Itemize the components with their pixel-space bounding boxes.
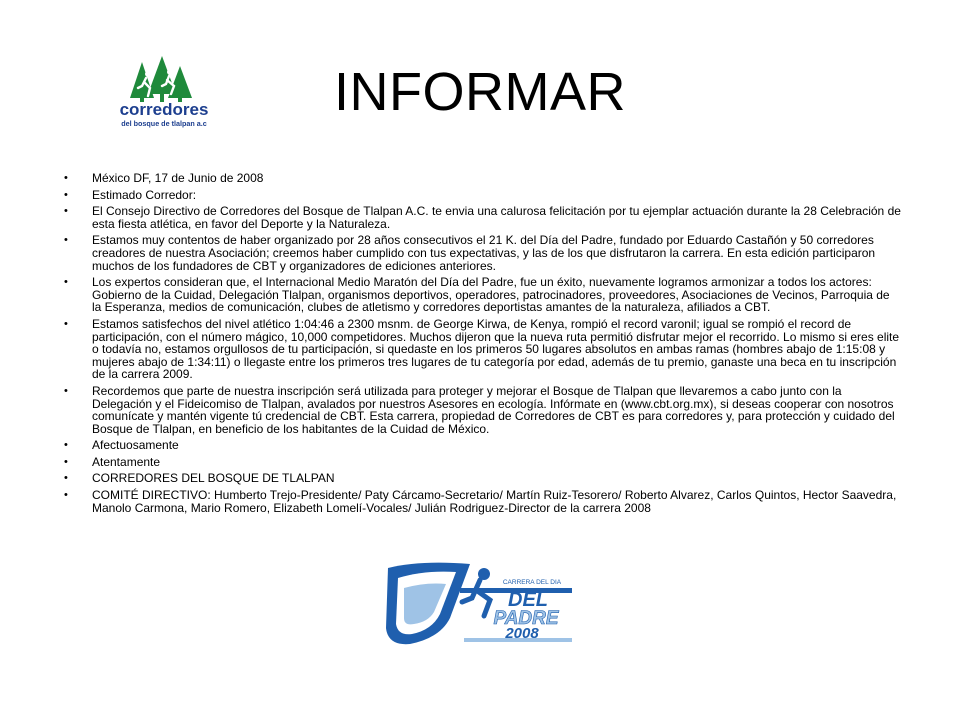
logo-name-text: corredores <box>119 100 209 119</box>
paragraph-committee: • COMITÉ DIRECTIVO: Humberto Trejo-Presidente/ Paty Cárcamo-Secretario/ Martín Ruiz-Tesorero/ Roberto Alvarez, Carlos Quintos, Hector Saavedra, Manolo Carmona, Mario Romero, Elizabeth Lomelí-Vocales/ Julián Rodriguez-Director de la carrera 2008 <box>62 489 902 514</box>
logo-tagline-text: del bosque de tlalpan a.c <box>121 119 207 128</box>
paragraph-experts: • Los expertos consideran que, el Internacional Medio Maratón del Día del Padre, fue un éxito, nuevamente logramos armonizar a todos los actores: Gobierno de la Cuidad, Delegación Tlalpan, organismos deportivos, operadores, patrocinadores, proveedores, Asociaciones de Vecinos, Parroquia de la Esperanza, medios de comunicación, clubes de atletismo y corredores deportistas amantes de la naturaleza, afiliados a CBT. <box>62 276 902 314</box>
paragraph-closing-regards: • Atentamente <box>62 456 902 469</box>
paragraph-results: • Estamos satisfechos del nivel atlético 1:04:46 a 2300 msnm. de George Kirwa, de Kenya, rompió el record varonil; igual se rompió el record de participación, con el número mágico, 10,000 competidores. Muchos dijeron que la nueva ruta permitió disfrutar mejor el recorrido. Lo mismo si eres elite o todavía no, estamos orgullosos de tu participación, si quedaste en los primeros 50 lugares absolutos en ambas ramas (hombres abajo de 1:15:08 y mujeres abajo de 1:34:11) o llegaste entre los primeros tres lugares de tu categoría por edad, además de tu premio, ganaste una beca en tu inscripción de la carrera 2009. <box>62 318 902 381</box>
letter-body <box>62 172 902 518</box>
paragraph-date: • México DF, 17 de Junio de 2008 <box>62 172 902 185</box>
logo-line2-text: DEL <box>508 589 548 611</box>
paragraph-congratulations: • El Consejo Directivo de Corredores del Bosque de Tlalpan A.C. te envia una calurosa felicitación por tu ejemplar actuación durante la 28 Celebración de esta fiesta atlética, en favor del Deporte y la Naturaleza. <box>62 205 902 230</box>
dia-del-padre-logo <box>380 558 580 654</box>
logo-line3-text: PADRE <box>493 608 559 629</box>
logo-line1-text: CARRERA DEL DIA <box>502 579 562 586</box>
paragraph-signature-org: • CORREDORES DEL BOSQUE DE TLALPAN <box>62 472 902 485</box>
paragraph-closing-affection: • Afectuosamente <box>62 439 902 452</box>
paragraph-greeting: • Estimado Corredor: <box>62 189 902 202</box>
runner-race-icon <box>380 558 580 654</box>
paragraph-inscription: • Recordemos que parte de nuestra inscripción será utilizada para proteger y mejorar el Bosque de Tlalpan que llevaremos a cabo junto con la Delegación y el Fideicomiso de Tlalpan, avalados por nuestros Asesores en ecología. Infórmate en (www.cbt.org.mx), si deseas cooperar con nosotros comunícate y mantén vigente tú credencial de CBT. Esta carrera, propiedad de Corredores de CBT es para corredores y, para protección y cuidado del Bosque de Tlalpan, en beneficio de los habitantes de la Cuidad de México. <box>62 385 902 435</box>
paragraph-organization: • Estamos muy contentos de haber organizado por 28 años consecutivos el 21 K. del Día del Padre, fundado por Eduardo Castañón y 50 corredores creadores de nuestra Asociación; creemos haber cumplido con tus expectativas, y las de los que disfrutaron la carrera. En esta edición participaron muchos de los fundadores de CBT y organizadores de ediciones anteriores. <box>62 234 902 272</box>
slide-title: INFORMAR <box>334 62 626 122</box>
logo-year-text: 2008 <box>505 625 539 642</box>
